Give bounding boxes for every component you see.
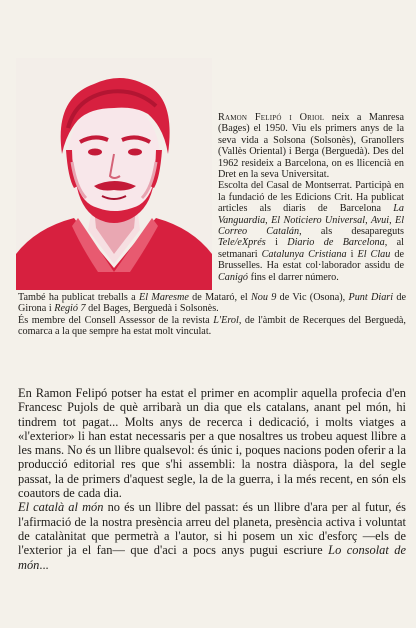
publication-title: La Vanguardia bbox=[218, 203, 404, 226]
publication-title: Punt Diari bbox=[348, 292, 394, 303]
bio-text: , bbox=[265, 214, 272, 226]
bio-text: Escolta del Casal de Montserrat. Participà en la fundació de les Edicions Crit. Ha publicat articles als diaris de Barcelona bbox=[218, 180, 404, 215]
bio-text: , als desapareguts bbox=[299, 226, 405, 238]
bio-text: del Bages, Berguedà i Solsonès. bbox=[85, 303, 219, 315]
blurb-text: no és un llibre del passat: és un llibre d'ara per al futur, és l'afirmació de la nostra presència arreu del planeta, presència activa i voluntat de catalànitat que permetrà a l'autor, si hi posem un xic d'esforç —els de l'exterior ja el fan— que d'aci a pocs anys pugui escriure bbox=[18, 500, 406, 558]
publication-title: Nou 9 bbox=[251, 292, 277, 303]
publication-title: El Maresme bbox=[139, 292, 189, 303]
bio-text: També ha publicat treballs a bbox=[18, 292, 139, 303]
bio-paragraph-3 bbox=[18, 292, 406, 315]
bio-paragraph-4 bbox=[18, 315, 406, 338]
bio-text: , bbox=[389, 214, 395, 226]
bio-paragraph-1 bbox=[218, 112, 404, 180]
publication-title: L'Erol bbox=[213, 314, 239, 326]
author-bio bbox=[218, 112, 404, 283]
bio-text: i bbox=[346, 248, 358, 260]
author-bio-continued bbox=[18, 292, 406, 338]
book-blurb bbox=[18, 386, 406, 572]
publication-title: El Clau bbox=[357, 248, 391, 260]
blurb-text: ... bbox=[39, 557, 49, 572]
publication-title: Diario de Barcelona bbox=[287, 237, 385, 249]
publication-title: El Correo Catalán bbox=[218, 214, 405, 238]
bio-text: És membre del Consell Assessor de la revista bbox=[18, 314, 214, 326]
publication-title: Regió 7 bbox=[54, 303, 86, 315]
bio-text: de Girona i bbox=[18, 292, 407, 315]
bio-text: de Mataró, el bbox=[188, 292, 252, 303]
blurb-paragraph-1: En Ramon Felipó potser ha estat el primer en acomplir aquella profecia d'en Francesc Pujols de què arribarà un dia que els catalans, anant pel món, hi tindrem tot pagat... Molts anys de recerca i dedicació, i molts viatges a «l'exterior» li han estat necessaris per a que nosaltres us trobeu aquest llibre a les mans. No és un llibre qualsevol: és únic i, poques nacions poden oferir a la producció editorial res que s'hi assembli: la nostra diàspora, la del segle passat, la de primers d'aquest segle, la de la guerra, i la més recent, en són els coautors de cada dia. bbox=[18, 386, 406, 501]
blurb-paragraph-2 bbox=[18, 500, 406, 571]
bio-text: neix a Manresa (Bages) el 1950. Viu els primers anys de la seva vida a Solsona (Solsonès), Granollers (Vallès Oriental) i Berga (Berguedà). Des del 1962 resideix a Barcelona, on es llicencià en Dret en la seva Universitat. bbox=[218, 112, 404, 181]
bio-text: fins el darrer número. bbox=[248, 271, 339, 283]
author-name: Ramon Felipó i Oriol bbox=[218, 112, 325, 123]
publication-title: El Noticiero Universal bbox=[271, 214, 366, 226]
publication-title: Tele/eXprés bbox=[218, 237, 266, 249]
book-title: El català al món bbox=[18, 500, 104, 515]
bio-text: de Brusselles. Ha estat col·laborador assidu de bbox=[218, 248, 404, 272]
publication-title: Canigó bbox=[218, 271, 249, 283]
bio-text: , bbox=[365, 214, 371, 226]
bio-text: , de l'àmbit de Recerques del Berguedà, comarca a la que sempre ha estat molt vinculat. bbox=[18, 314, 406, 338]
bio-text: , al setmanari bbox=[218, 237, 404, 260]
bio-text: de Vic (Osona), bbox=[276, 292, 349, 303]
publication-title: Avui bbox=[370, 214, 390, 226]
bio-paragraph-2 bbox=[218, 180, 404, 283]
book-title: Lo consolat de món bbox=[18, 543, 406, 572]
bio-text: i bbox=[265, 237, 288, 249]
publication-title: Catalunya Cristiana bbox=[261, 248, 347, 260]
author-portrait-photo bbox=[16, 58, 212, 290]
